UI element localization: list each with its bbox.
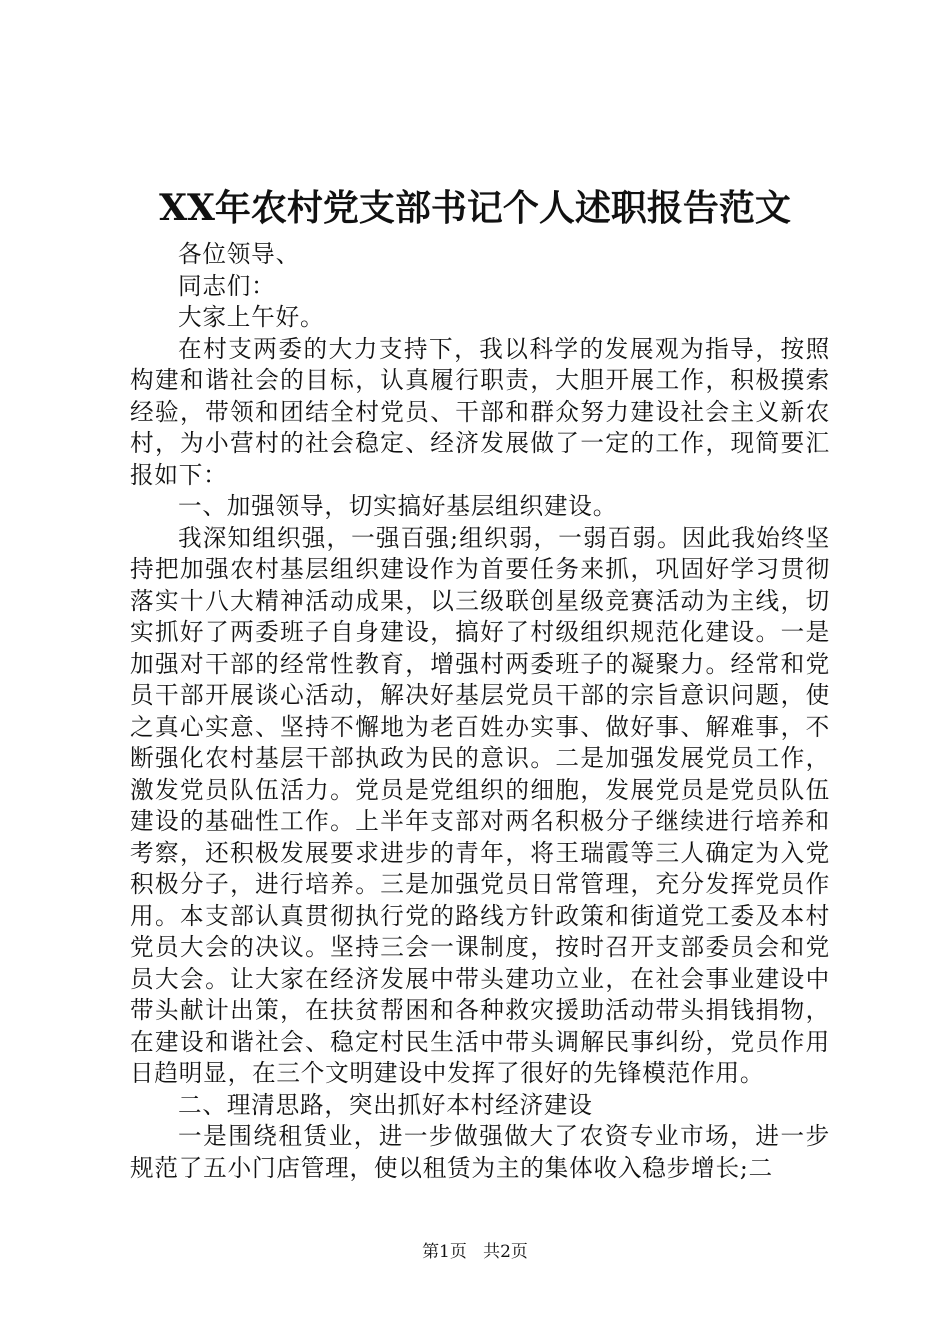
salutation-line-2: 同志们： [178,271,276,300]
greeting-line: 大家上午好。 [178,303,325,331]
footer-spacer [472,1240,477,1264]
page-footer [0,1240,950,1264]
section-heading-1: 一、加强领导，切实搞好基层组织建设。 [178,492,618,520]
page-total: 共2页 [483,1242,528,1262]
page-number: 第1页 [422,1242,467,1262]
salutation-line-1: 各位领导、 [178,240,300,268]
document-body [130,239,830,1184]
section-2-paragraph: 一是围绕租赁业，进一步做强做大了农资专业市场，进一步规范了五小门店管理，使以租赁为主的集体收入稳步增长;二 [130,1122,830,1182]
intro-paragraph: 在村支两委的大力支持下，我以科学的发展观为指导，按照构建和谐社会的目标，认真履行职责，大胆开展工作，积极摸索经验，带领和团结全村党员、干部和群众努力建设社会主义新农村，为小营村的社会稳定、经济发展做了一定的工作，现简要汇报如下： [130,334,830,489]
section-1-paragraph: 我深知组织强，一强百强;组织弱，一弱百弱。因此我始终坚持把加强农村基层组织建设作为首要任务来抓，巩固好学习贯彻落实十八大精神活动成果，以三级联创星级竞赛活动为主线，切实抓好了两委班子自身建设，搞好了村级组织规范化建设。一是加强对干部的经常性教育，增强村两委班子的凝聚力。经常和党员干部开展谈心活动，解决好基层党员干部的宗旨意识问题，使之真心实意、坚持不懈地为老百姓办实事、做好事、解难事，不断强化农村基层干部执政为民的意识。二是加强发展党员工作，激发党员队伍活力。党员是党组织的细胞，发展党员是党员队伍建设的基础性工作。上半年支部对两名积极分子继续进行培养和考察，还积极发展要求进步的青年，将王瑞霞等三人确定为入党积极分子，进行培养。三是加强党员日常管理，充分发挥党员作用。本支部认真贯彻执行党的路线方针政策和街道党工委及本村党员大会的决议。坚持三会一课制度，按时召开支部委员会和党员大会。让大家在经济发展中带头建功立业，在社会事业建设中带头献计出策，在扶贫帮困和各种救灾援助活动带头捐钱捐物，在建设和谐社会、稳定村民生活中带头调解民事纠纷，党员作用日趋明显，在三个文明建设中发挥了很好的先锋模范作用。 [130,523,830,1087]
section-heading-2: 二、理清思路，突出抓好本村经济建设 [178,1090,593,1119]
document-title: XX年农村党支部书记个人述职报告范文 [159,187,791,229]
